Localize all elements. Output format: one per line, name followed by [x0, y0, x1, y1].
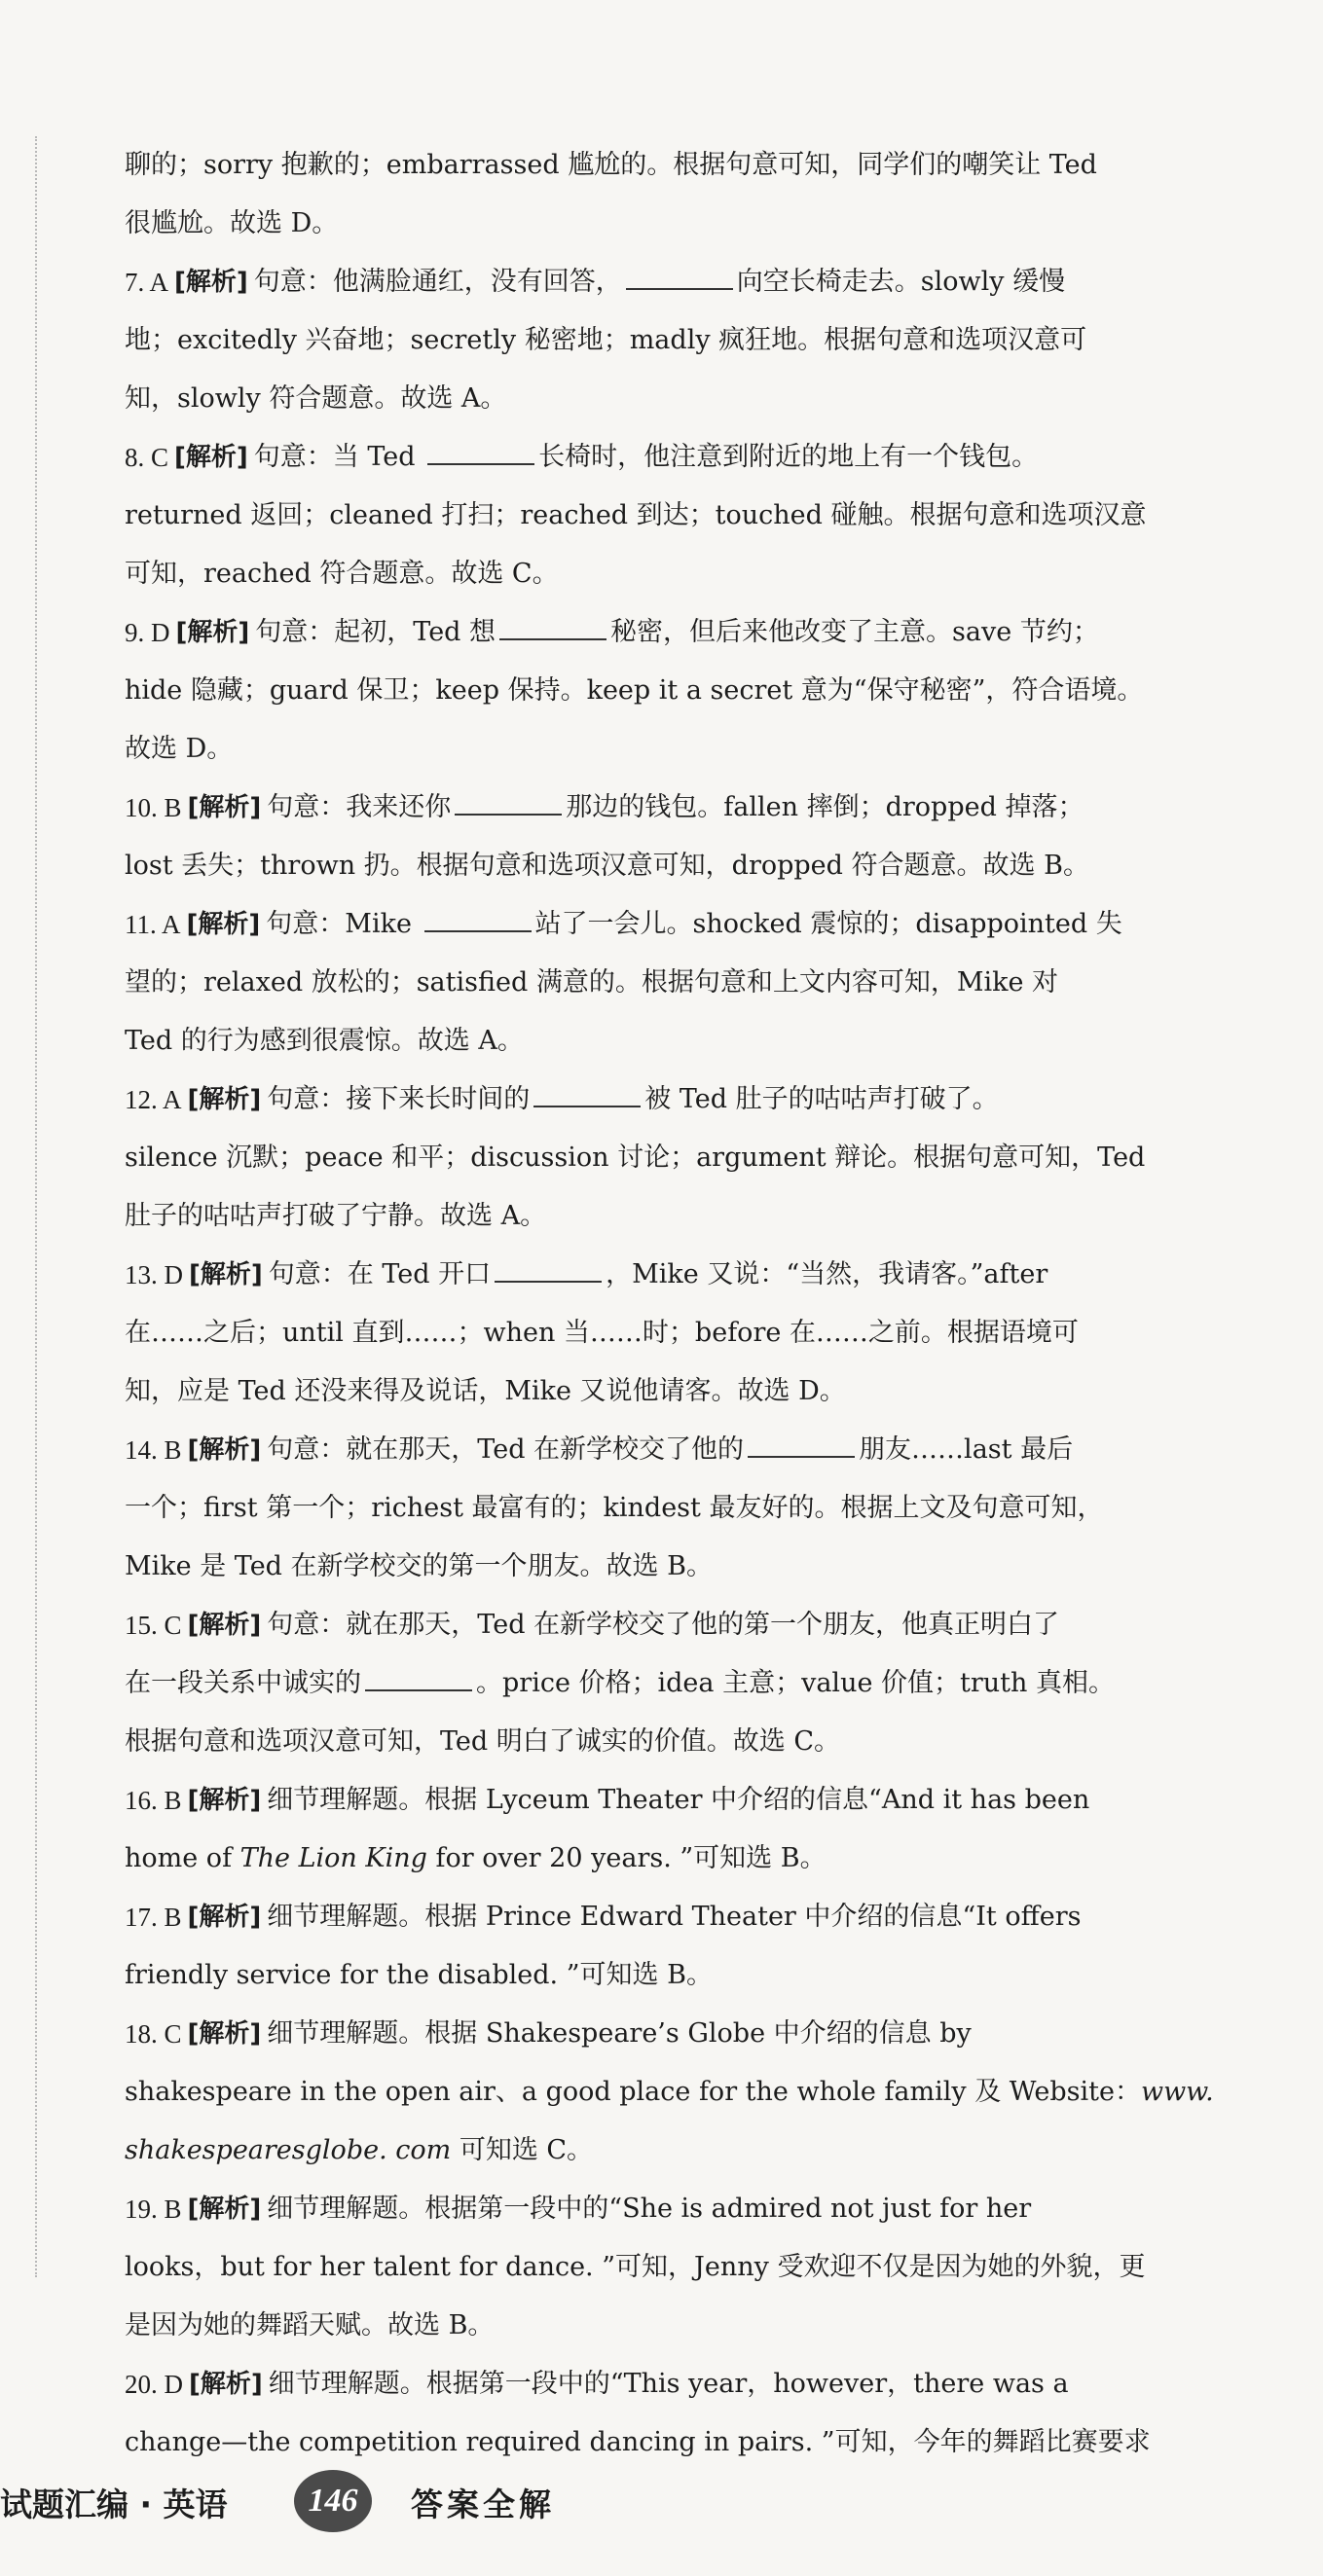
answer-text: 句意：我来还你 那边的钱包。fallen 摔倒；dropped 掉落； [267, 792, 1084, 822]
answer-line [125, 2005, 1158, 2063]
answer-text: 句意：Mike 站了一会儿。shocked 震惊的；disappointed 失 [266, 909, 1122, 939]
fill-blank [424, 907, 532, 932]
answer-line [125, 2413, 1158, 2472]
answer-text: 知，应是 Ted 还没来得及说话，Mike 又说他请客。故选 D。 [125, 1376, 846, 1406]
fill-blank [495, 1257, 602, 1283]
question-number: 14. B [125, 1435, 182, 1465]
book-title: 试题汇编 · 英语 [0, 2485, 228, 2523]
answer-line [125, 487, 1158, 545]
answer-text: 在一段关系中诚实的 。price 价格；idea 主意；value 价值；truth 真相。 [125, 1668, 1115, 1698]
answer-text: 细节理解题。根据 Lyceum Theater 中介绍的信息“And it has been [267, 1785, 1090, 1815]
question-number: 19. B [125, 2195, 182, 2224]
fill-blank [365, 1666, 472, 1691]
page-number: 146 [294, 2470, 372, 2532]
answer-text: Ted 的行为感到很震惊。故选 A。 [125, 1026, 524, 1056]
question-number: 18. C [125, 2019, 182, 2049]
answer-line [125, 2180, 1158, 2238]
answer-text: 细节理解题。根据第一段中的“This year，however，there was a [268, 2369, 1069, 2399]
binding-margin-line [35, 136, 37, 2277]
question-number: 9. D [125, 618, 170, 647]
fill-blank [455, 790, 562, 816]
question-number: 16. B [125, 1786, 182, 1815]
answer-text: silence 沉默；peace 和平；discussion 讨论；argument 辩论。根据句意可知，Ted [125, 1143, 1146, 1173]
analysis-tag: [解析] [187, 2195, 262, 2224]
answer-text: 细节理解题。根据第一段中的“She is admired not just for her [267, 2194, 1032, 2224]
answer-line [125, 428, 1158, 487]
analysis-tag: [解析] [175, 618, 250, 647]
question-number: 8. C [125, 443, 169, 472]
answer-line [125, 311, 1158, 370]
answer-line [125, 1479, 1158, 1538]
answer-line [125, 1888, 1158, 1946]
section-title: 答案全解 [411, 2485, 555, 2523]
answer-text: returned 返回；cleaned 打扫；reached 到达；touched 碰触。根据句意和选项汉意 [125, 500, 1147, 530]
answer-text: 一个；first 第一个；richest 最富有的；kindest 最友好的。根据上文及句意可知， [125, 1493, 1104, 1523]
answer-line [125, 954, 1158, 1012]
answer-text: lost 丢失；thrown 扔。根据句意和选项汉意可知，dropped 符合题意。故选 B。 [125, 851, 1089, 881]
answer-line [125, 1654, 1158, 1713]
italic-text: The Lion King [239, 1843, 427, 1873]
answer-line [125, 253, 1158, 311]
answer-text: 地；excitedly 兴奋地；secretly 秘密地；madly 疯狂地。根据句意和选项汉意可 [125, 325, 1087, 355]
answer-text: 句意：就在那天，Ted 在新学校交了他的第一个朋友，他真正明白了 [267, 1610, 1060, 1640]
analysis-tag: [解析] [187, 1611, 262, 1640]
answer-line [125, 370, 1158, 428]
answer-text: Mike 是 Ted 在新学校交的第一个朋友。故选 B。 [125, 1551, 713, 1581]
answer-line [125, 720, 1158, 779]
italic-text: shakespearesglobe. com [125, 2135, 452, 2165]
question-number: 13. D [125, 1260, 183, 1289]
question-number: 20. D [125, 2370, 183, 2399]
answer-line [125, 2238, 1158, 2297]
answer-line [125, 2355, 1158, 2413]
answer-text: looks，but for her talent for dance. ”可知，Jenny 受欢迎不仅是因为她的外貌，更 [125, 2252, 1146, 2282]
analysis-tag: [解析] [187, 1903, 262, 1932]
answer-line [125, 2063, 1214, 2122]
answer-line [125, 1830, 1158, 1888]
answer-list [125, 136, 1214, 2472]
answer-line [125, 136, 1158, 195]
answer-line [125, 1304, 1158, 1362]
answer-line [125, 837, 1158, 895]
answer-line [125, 1362, 1158, 1421]
answer-line [125, 1246, 1158, 1304]
fill-blank [748, 1433, 855, 1458]
answer-text: 细节理解题。根据 Prince Edward Theater 中介绍的信息“It offers [267, 1902, 1082, 1932]
answer-line [125, 2122, 1158, 2180]
answer-text: friendly service for the disabled. ”可知选 B。 [125, 1960, 713, 1990]
answer-text: shakespeare in the open air、a good place for the whole family 及 Website：www. [125, 2077, 1214, 2107]
answer-line [125, 1070, 1158, 1129]
analysis-tag: [解析] [187, 1085, 262, 1114]
fill-blank [533, 1082, 641, 1107]
question-number: 10. B [125, 793, 182, 822]
answer-text: 句意：就在那天，Ted 在新学校交了他的 朋友……last 最后 [267, 1434, 1074, 1465]
answer-text: shakespearesglobe. com 可知选 C。 [125, 2135, 594, 2165]
analysis-tag: [解析] [187, 2019, 262, 2049]
answer-line [125, 1596, 1158, 1654]
answer-text: 望的；relaxed 放松的；satisfied 满意的。根据句意和上文内容可知，Mike 对 [125, 967, 1059, 998]
answer-line [125, 1538, 1158, 1596]
analysis-tag: [解析] [187, 793, 262, 822]
answer-line [125, 779, 1158, 837]
analysis-tag: [解析] [187, 1435, 262, 1465]
answer-text: home of The Lion King for over 20 years. ”可知选 B。 [125, 1843, 827, 1873]
answer-line [125, 1771, 1158, 1830]
answer-line [125, 1946, 1158, 2005]
answer-line [125, 603, 1158, 662]
analysis-tag: [解析] [187, 1786, 262, 1815]
answer-text: 句意：起初，Ted 想 秘密，但后来他改变了主意。save 节约； [255, 617, 1099, 647]
answer-line [125, 662, 1158, 720]
analysis-tag: [解析] [174, 268, 248, 297]
answer-line [125, 1129, 1158, 1187]
answer-line [125, 195, 1158, 253]
page-footer [0, 2470, 1323, 2538]
analysis-tag: [解析] [189, 2370, 263, 2399]
question-number: 15. C [125, 1611, 182, 1640]
question-number: 11. A [125, 910, 181, 939]
fill-blank [499, 615, 606, 640]
answer-text: 肚子的咕咕声打破了宁静。故选 A。 [125, 1201, 547, 1231]
italic-text: www. [1140, 2077, 1214, 2107]
question-number: 17. B [125, 1903, 182, 1932]
question-number: 12. A [125, 1085, 182, 1114]
answer-text: 是因为她的舞蹈天赋。故选 B。 [125, 2310, 495, 2340]
answer-text: 可知，reached 符合题意。故选 C。 [125, 559, 559, 589]
answer-text: 句意：在 Ted 开口 ，Mike 又说：“当然，我请客。”after [268, 1259, 1048, 1289]
answer-text: change—the competition required dancing in pairs. ”可知，今年的舞蹈比赛要求 [125, 2427, 1151, 2457]
answer-text: 知，slowly 符合题意。故选 A。 [125, 383, 507, 414]
answer-line [125, 2297, 1158, 2355]
analysis-tag: [解析] [174, 443, 248, 472]
analysis-tag: [解析] [186, 910, 261, 939]
answer-line [125, 1012, 1158, 1070]
answer-text: 句意：他满脸通红，没有回答， 向空长椅走去。slowly 缓慢 [253, 267, 1066, 297]
answer-line [125, 1713, 1158, 1771]
answer-line [125, 1421, 1158, 1479]
answer-text: 细节理解题。根据 Shakespeare’s Globe 中介绍的信息 by [267, 2018, 972, 2049]
answer-line [125, 1187, 1158, 1246]
answer-line [125, 895, 1158, 954]
answer-text: 很尴尬。故选 D。 [125, 208, 339, 238]
answer-text: 聊的；sorry 抱歉的；embarrassed 尴尬的。根据句意可知，同学们的嘲笑让 Ted [125, 150, 1097, 180]
answer-text: hide 隐藏；guard 保卫；keep 保持。keep it a secret 意为“保守秘密”，符合语境。 [125, 675, 1144, 706]
analysis-tag: [解析] [189, 1260, 263, 1289]
answer-text: 根据句意和选项汉意可知，Ted 明白了诚实的价值。故选 C。 [125, 1726, 840, 1757]
answer-text: 在……之后；until 直到……；when 当……时；before 在……之前。根据语境可 [125, 1318, 1079, 1348]
fill-blank [626, 265, 733, 290]
answer-text: 故选 D。 [125, 734, 234, 764]
fill-blank [427, 440, 534, 465]
question-number: 7. A [125, 268, 169, 297]
answer-line [125, 545, 1158, 603]
answer-text: 句意：接下来长时间的 被 Ted 肚子的咕咕声打破了。 [267, 1084, 999, 1114]
answer-text: 句意：当 Ted 长椅时，他注意到附近的地上有一个钱包。 [253, 442, 1039, 472]
